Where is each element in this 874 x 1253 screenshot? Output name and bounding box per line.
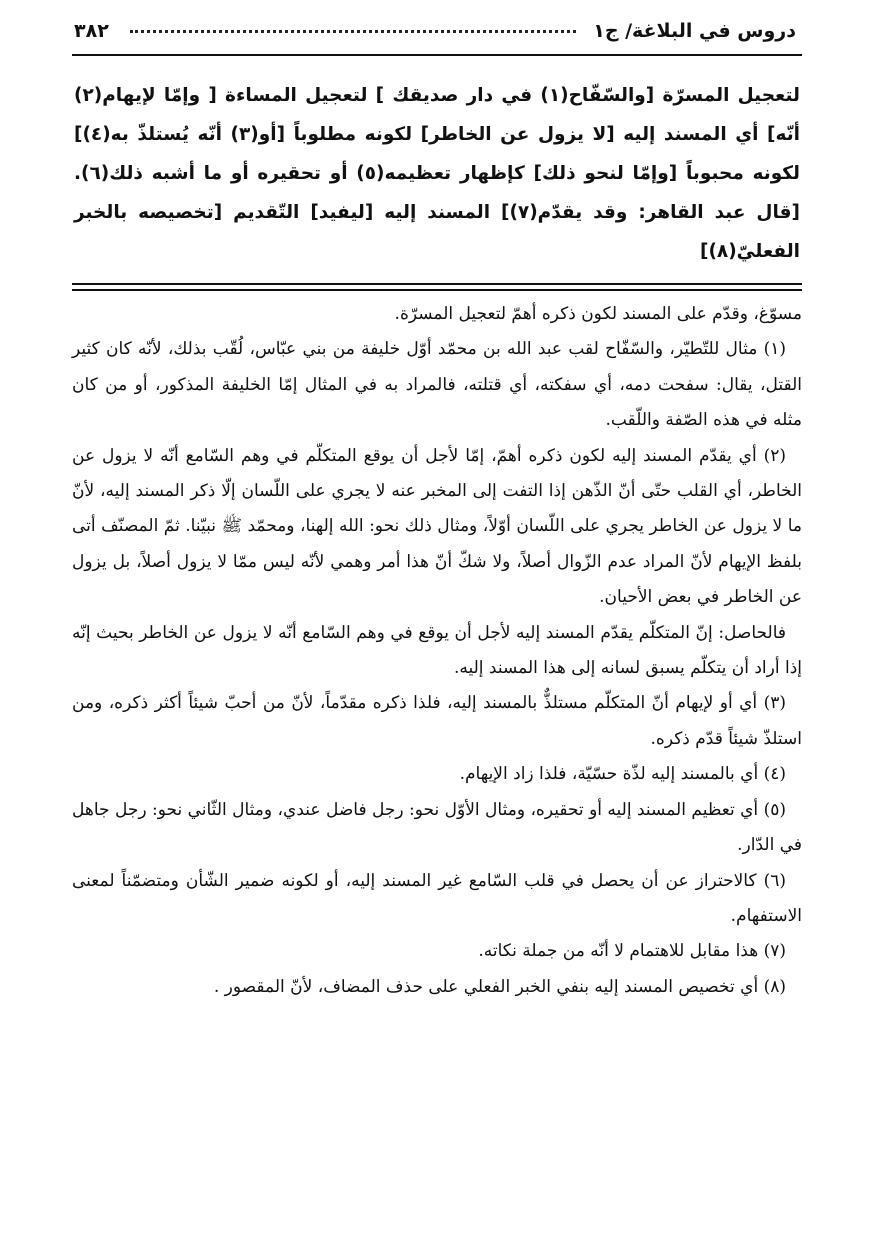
main-text: لتعجيل المسرّة [والسّفّاح(١) في دار صديقك ] لتعجيل المساءة [ وإمّا لإيهام(٢) أنّه] أي المسند إليه [لا يزول عن الخاطر] لكونه مطلوباً [أو(٣) أنّه يُستلذّ به(٤)] لكونه محبوباً [وإمّا لنحو ذلك] كإظهار تعظيمه(٥) أو تحقيره أو ما أشبه ذلك(٦). [قال عبد القاهر: وقد يقدّم(٧)] المسند إليه [ليفيد] التّقديم [تخصيصه بالخبر الفعليّ(٨)] xyxy=(74,85,801,262)
page-number: ٣٨٢ xyxy=(74,20,109,42)
footnote-2-summary: فالحاصل: إنّ المتكلّم يقدّم المسند إليه لأجل أن يوقع في وهم السّامع أنّه لا يزول عن الخاطر بحيث إنّه إذا أراد أن يتكلّم يسبق لسانه إلى هذا المسند إليه. xyxy=(72,622,802,679)
footnote-2: (٢) أي يقدّم المسند إليه لكون ذكره أهمّ، إمّا لأجل أن يوقع المتكلّم في وهم السّامع أنّه لا يزول عن الخاطر، أي القلب حتّى أنّ الذّهن إذا التفت إلى المخبر عنه لا يجري على اللّسان إلّا ذكر المسند إليه، لأنّ ما لا يزول عن الخاطر يجري على اللّسان أوّلاً، ومثال ذلك نحو: الله إلهنا، ومحمّد ﷺ نبيّنا. ثمّ المصنّف أتى بلفظ الإيهام لأنّ المراد عدم الزّوال أصلاً، ولا شكّ أنّ هذا أمر وهمي لأنّه ليس ممّا لا يزول أصلاً، بل يزول عن الخاطر في بعض الأحيان. xyxy=(72,445,802,608)
footnote-7: (٧) هذا مقابل للاهتمام لا أنّه من جملة نكاته. xyxy=(478,941,786,962)
footnote-8: (٨) أي تخصيص المسند إليه بنفي الخبر الفعلي على حذف المضاف، لأنّ المقصور . xyxy=(213,976,786,997)
footnote-3: (٣) أي أو لإيهام أنّ المتكلّم مستلذٌّ بالمسند إليه، فلذا ذكره مقدّماً، لأنّ من أحبّ شيئاً أكثر ذكره، ومن استلذّ شيئاً قدّم ذكره. xyxy=(72,693,802,749)
header-dotted-leader xyxy=(130,30,576,33)
footnote-1: (١) مثال للتّطيّر، والسّفّاح لقب عبد الله بن محمّد أوّل خليفة من بني عبّاس، لُقّب بذلك، لأنّه كان كثير القتل، يقال: سفحت دمه، أي سفكته، أي قتلته، فالمراد به في المثال إمّا الخليفة المذكور، أو من كان مثله في هذه الصّفة واللّقب. xyxy=(72,339,802,431)
running-title: دروس في البلاغة/ ج١ xyxy=(593,20,796,42)
footnote-continuation: مسوّغ، وقدّم على المسند لكون ذكره أهمّ لتعجيل المسرّة. xyxy=(394,304,802,324)
page-header xyxy=(72,14,802,56)
footnote-5: (٥) أي تعظيم المسند إليه أو تحقيره، ومثال الأوّل نحو: رجل فاضل عندي، ومثال الثّاني نحو: رجل جاهل في الدّار. xyxy=(72,799,802,856)
book-page xyxy=(72,14,802,1233)
footnote-4: (٤) أي بالمسند إليه لذّة حسّيّة، فلذا زاد الإيهام. xyxy=(459,764,786,785)
footnote-separator xyxy=(72,283,802,291)
footnote-6: (٦) كالاحتراز عن أن يحصل في قلب السّامع غير المسند إليه، أو لكونه ضمير الشّأن ومتضمّناً لمعنى الاستفهام. xyxy=(72,870,802,926)
footnotes xyxy=(72,297,802,1005)
